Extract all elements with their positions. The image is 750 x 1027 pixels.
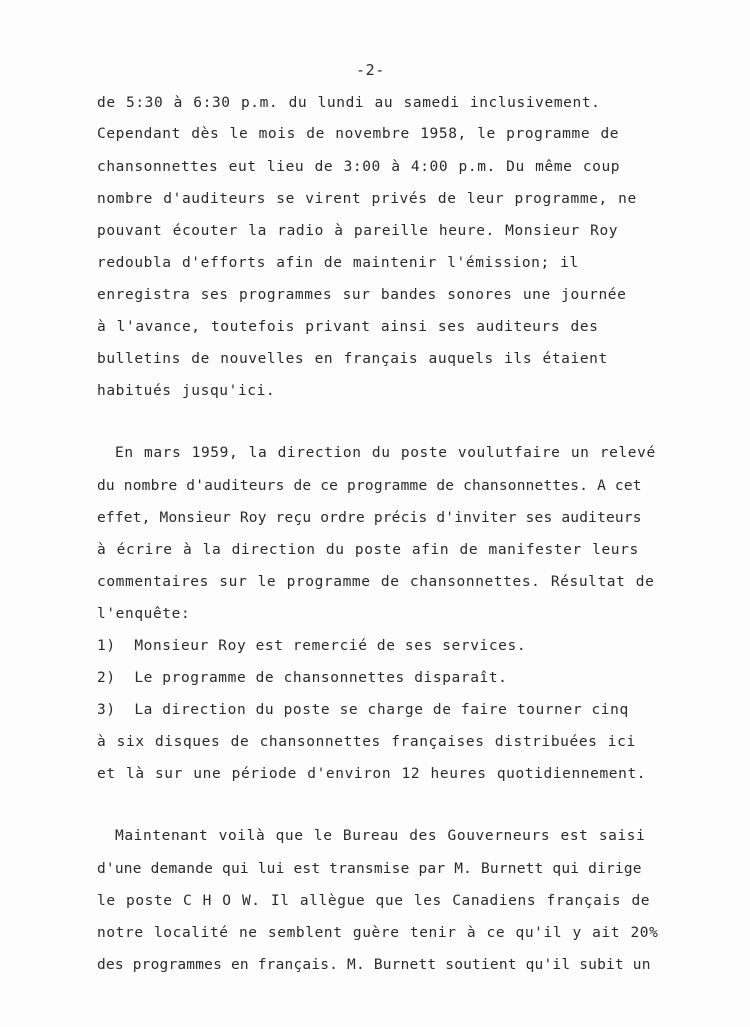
paragraph2-line: commentaires sur le programme de chansonnettes. Résultat de [97,574,655,590]
paragraph1-line: redoubla d'efforts afin de maintenir l'émission; il [97,255,579,271]
page-number: -2- [356,61,385,79]
paragraph1-line: enregistra ses programmes sur bandes sonores une journée [97,287,627,303]
paragraph2-line: l'enquête: [97,606,191,622]
list-item-continuation: à six disques de chansonnettes françaises distribuées ici [97,734,636,750]
list-item: 1) Monsieur Roy est remercié de ses services. [97,638,527,654]
paragraph2-line: effet, Monsieur Roy reçu ordre précis d'inviter ses auditeurs [97,510,642,526]
paragraph1-line: nombre d'auditeurs se virent privés de leur programme, ne [97,191,637,207]
paragraph3-line: le poste C H O W. Il allègue que les Canadiens français de [97,893,651,909]
paragraph3-line: d'une demande qui lui est transmise par M. Burnett qui dirige [97,861,642,877]
paragraph2-line: du nombre d'auditeurs de ce programme de chansonnettes. A cet [97,478,642,494]
paragraph1-line: chansonnettes eut lieu de 3:00 à 4:00 p.m. Du même coup [97,159,621,175]
paragraph3-line: Maintenant voilà que le Bureau des Gouverneurs est saisi [115,828,646,844]
paragraph1-line: habitués jusqu'ici. [97,383,276,399]
paragraph1-line: bulletins de nouvelles en français auquels ils étaient [97,351,608,367]
paragraph2-line: En mars 1959, la direction du poste voulutfaire un relevé [115,445,656,461]
paragraph3-line: notre localité ne semblent guère tenir à ce qu'il y ait 20% [97,925,659,941]
paragraph3-line: des programmes en français. M. Burnett soutient qu'il subit un [97,957,651,973]
list-item-continuation: et là sur une période d'environ 12 heures quotidiennement. [97,766,647,782]
list-item: 3) La direction du poste se charge de faire tourner cinq [97,702,629,718]
paragraph1-line: Cependant dès le mois de novembre 1958, le programme de [97,126,620,142]
paragraph1-line: pouvant écouter la radio à pareille heure. Monsieur Roy [97,223,619,239]
list-item: 2) Le programme de chansonnettes disparaît. [97,670,508,686]
paragraph2-line: à écrire à la direction du poste afin de manifester leurs [97,542,639,558]
paragraph1-line: à l'avance, toutefois privant ainsi ses auditeurs des [97,319,599,335]
paragraph1-line: de 5:30 à 6:30 p.m. du lundi au samedi inclusivement. [97,95,601,111]
